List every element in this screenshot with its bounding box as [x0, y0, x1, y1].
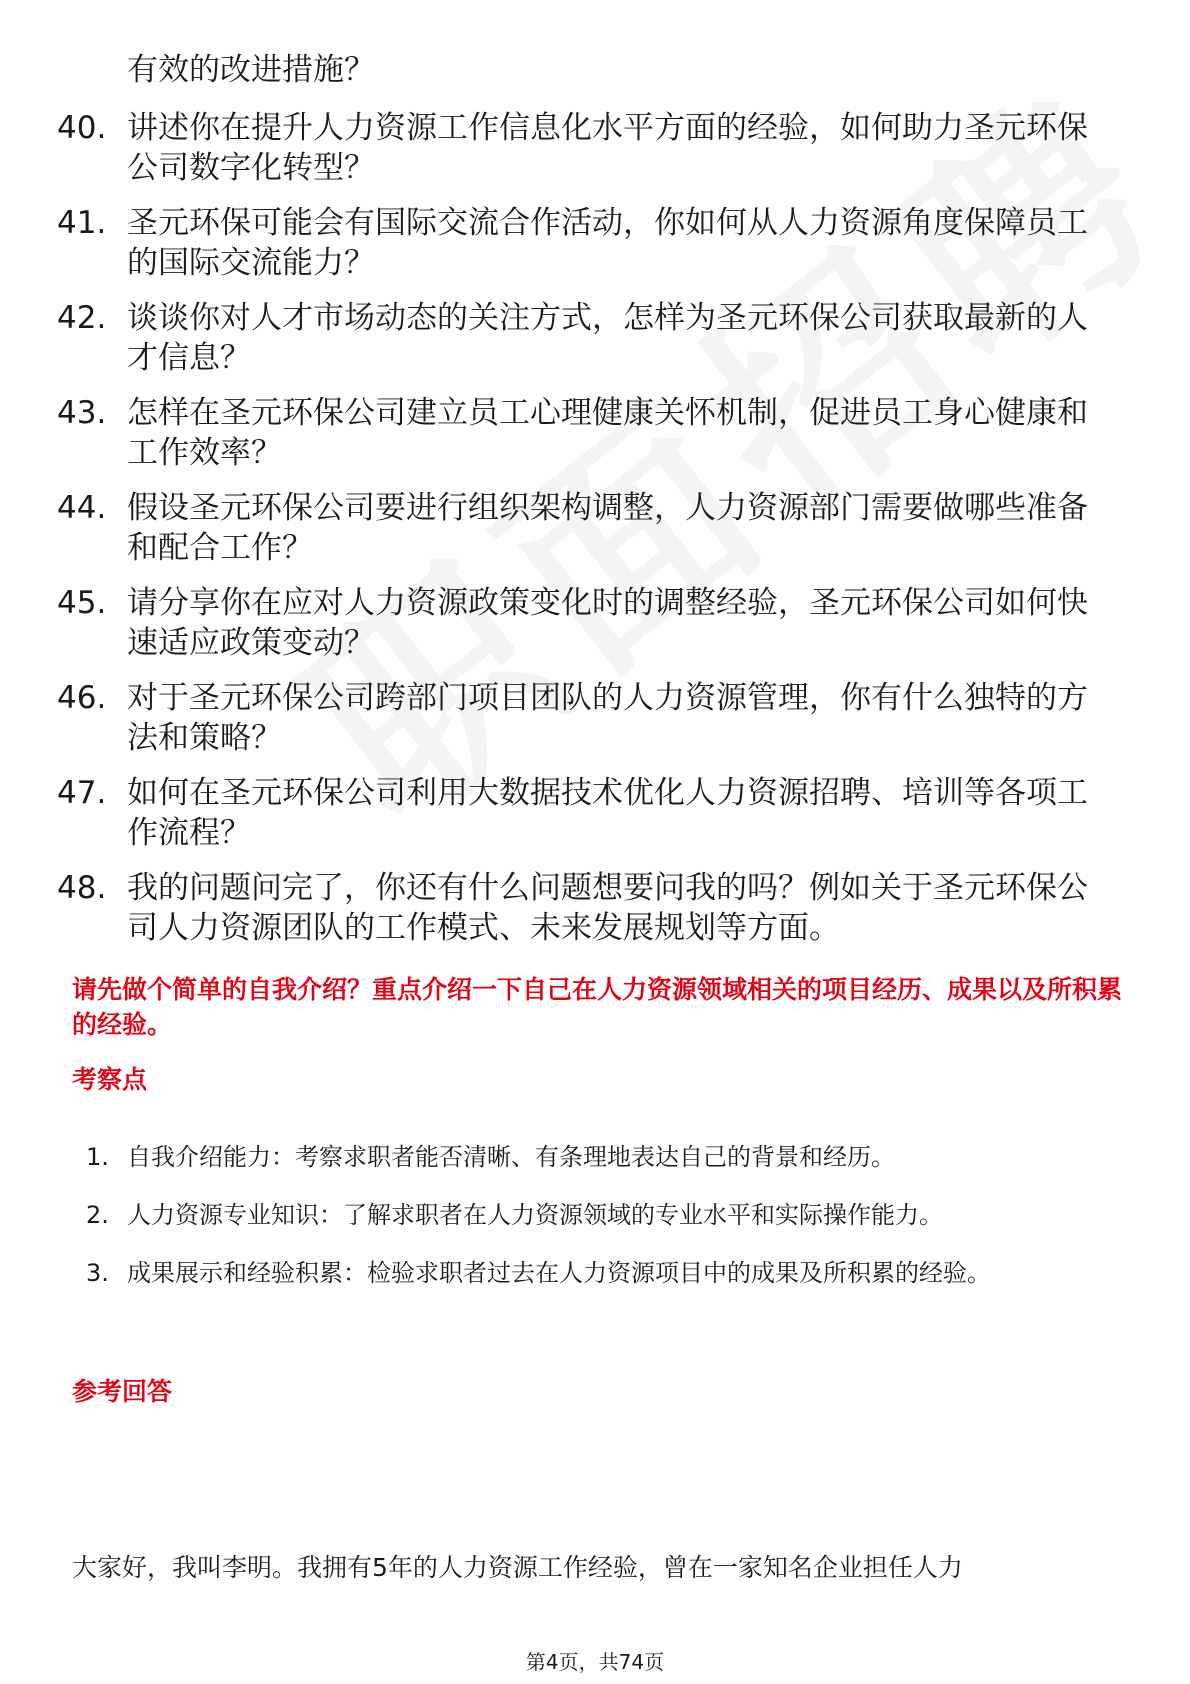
question-number: 41.: [57, 205, 107, 241]
question-text: 假设圣元环保公司要进行组织架构调整，人力资源部门需要做哪些准备和配合工作？: [127, 490, 1088, 566]
question-text: 怎样在圣元环保公司建立员工心理健康关怀机制，促进员工身心健康和工作效率？: [127, 395, 1088, 471]
point-text: 自我介绍能力：考察求职者能否清晰、有条理地表达自己的背景和经历。: [127, 1143, 895, 1171]
question-text: 圣元环保可能会有国际交流合作活动，你如何从人力资源角度保障员工的国际交流能力？: [127, 205, 1088, 281]
question-number: 40.: [57, 110, 107, 146]
question-number: 48.: [57, 870, 107, 906]
section-question: 请先做个简单的自我介绍？重点介绍一下自己在人力资源领域相关的项目经历、成果以及所积累的经验。: [72, 975, 1123, 1039]
answer-heading: 参考回答: [72, 1377, 173, 1406]
question-number: 44.: [57, 490, 107, 526]
question-number: 46.: [57, 680, 107, 716]
question-number: 47.: [57, 775, 107, 811]
question-text: 如何在圣元环保公司利用大数据技术优化人力资源招聘、培训等各项工作流程？: [127, 775, 1088, 851]
question-text: 讲述你在提升人力资源工作信息化水平方面的经验，如何助力圣元环保公司数字化转型？: [127, 110, 1088, 186]
continuation-text: 有效的改进措施？: [127, 52, 375, 88]
page-footer: 第4页，共74页: [525, 1650, 665, 1674]
point-number: 1.: [86, 1143, 109, 1171]
question-text: 请分享你在应对人力资源政策变化时的调整经验，圣元环保公司如何快速适应政策变动？: [127, 585, 1088, 661]
question-text: 我的问题问完了，你还有什么问题想要问我的吗？例如关于圣元环保公司人力资源团队的工作模式、未来发展规划等方面。: [127, 870, 1088, 946]
question-number: 43.: [57, 395, 107, 431]
examine-heading: 考察点: [72, 1065, 148, 1094]
question-text: 谈谈你对人才市场动态的关注方式，怎样为圣元环保公司获取最新的人才信息？: [127, 300, 1088, 376]
point-text: 人力资源专业知识：了解求职者在人力资源领域的专业水平和实际操作能力。: [127, 1201, 943, 1229]
question-text: 对于圣元环保公司跨部门项目团队的人力资源管理，你有什么独特的方法和策略？: [127, 680, 1088, 756]
point-number: 3.: [86, 1259, 109, 1287]
question-number: 45.: [57, 585, 107, 621]
answer-text: 大家好，我叫李明。我拥有5年的人力资源工作经验，曾在一家知名企业担任人力: [72, 1553, 963, 1582]
point-text: 成果展示和经验积累：检验求职者过去在人力资源项目中的成果及所积累的经验。: [127, 1259, 991, 1287]
question-number: 42.: [57, 300, 107, 336]
point-number: 2.: [86, 1201, 109, 1229]
